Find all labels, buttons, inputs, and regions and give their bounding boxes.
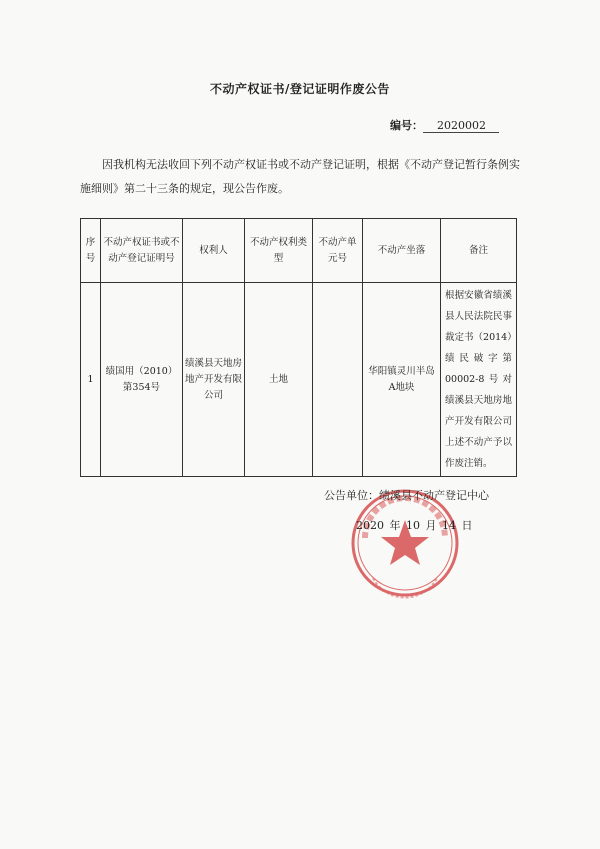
certificate-table	[80, 218, 517, 477]
header-right-type: 不动产权利类型	[245, 219, 313, 283]
header-cert-no: 不动产权证书或不动产登记证明号	[101, 219, 183, 283]
table-header-row	[81, 219, 517, 283]
cell-remarks: 根据安徽省绩溪县人民法院民事裁定书（2014）绩民破字第00002-8号对绩溪县天地房地产开发有限公司上述不动产予以作废注销。	[441, 283, 517, 477]
header-unit-no: 不动产单元号	[313, 219, 363, 283]
document-number	[390, 117, 499, 133]
issue-date: 2020 年 10 月 14 日	[356, 519, 473, 532]
table-row	[81, 283, 517, 477]
cell-seq: 1	[81, 283, 101, 477]
cell-owner: 绩溪县天地房地产开发有限公司	[183, 283, 245, 477]
issuer: 公告单位：绩溪县不动产登记中心	[324, 489, 489, 502]
header-seq: 序号	[81, 219, 101, 283]
cell-location: 华阳镇灵川半岛A地块	[363, 283, 441, 477]
page-title: 不动产权证书/登记证明作废公告	[210, 82, 390, 96]
cell-right-type: 土地	[245, 283, 313, 477]
header-remarks: 备注	[441, 219, 517, 283]
cell-cert-no: 绩国用（2010）第354号	[101, 283, 183, 477]
document-number-value: 2020002	[423, 119, 499, 133]
document-number-label: 编号：	[390, 119, 423, 132]
announcement-paragraph: 因我机构无法收回下列不动产权证书或不动产登记证明，根据《不动产登记暂行条例实施细则》第二十三条的规定，现公告作废。	[80, 158, 520, 195]
header-owner: 权利人	[183, 219, 245, 283]
header-location: 不动产坐落	[363, 219, 441, 283]
cell-unit-no	[313, 283, 363, 477]
